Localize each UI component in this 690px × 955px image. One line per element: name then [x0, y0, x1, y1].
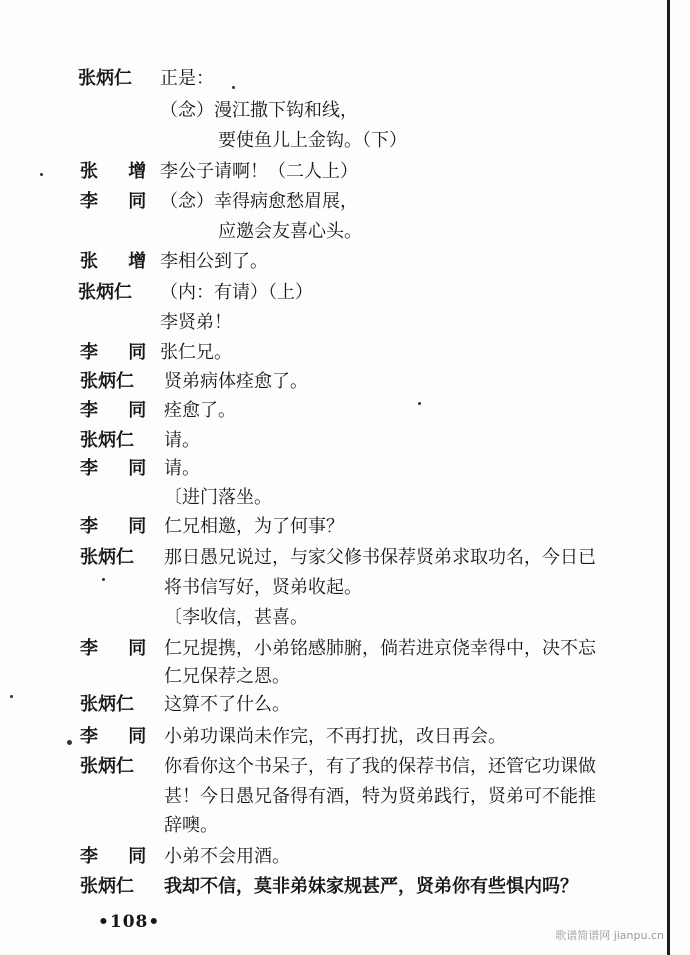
dialogue-text: 张仁兄。 [160, 342, 232, 363]
dialogue-text: 你看你这个书呆子，有了我的保荐书信，还管它功课做 [164, 756, 596, 777]
scan-speck [232, 86, 235, 89]
dialogue-text: （内：有请）（上） [160, 282, 313, 303]
speaker-label: 李 同 [80, 342, 159, 363]
dialogue-text: （念）漫江撒下钩和线， [160, 100, 358, 121]
scan-speck [40, 173, 43, 176]
stage-direction: 〔李收信，甚喜。 [164, 607, 308, 628]
speaker-label: 张炳仁 [78, 282, 132, 303]
dialogue-text: 李公子请啊！（二人上） [160, 161, 358, 182]
dialogue-text: 小弟功课尚未作完，不再打扰，改日再会。 [164, 726, 506, 747]
speaker-label: 张炳仁 [78, 68, 132, 89]
stage-direction: 〔进门落坐。 [164, 487, 272, 508]
dialogue-text: 正是： [160, 68, 214, 89]
speaker-label: 李 同 [80, 638, 159, 659]
dialogue-text: 辞噢。 [164, 815, 218, 836]
speaker-label: 李 同 [80, 458, 159, 479]
speaker-label: 李 同 [80, 516, 159, 537]
dialogue-text: 将书信写好，贤弟收起。 [164, 577, 362, 598]
dialogue-text: 仁兄相邀，为了何事？ [164, 516, 344, 537]
scan-speck [418, 402, 421, 405]
dialogue-text: 李相公到了。 [160, 251, 268, 272]
speaker-label: 李 同 [80, 726, 159, 747]
dialogue-text: 那日愚兄说过，与家父修书保荐贤弟求取功名，今日已 [164, 547, 596, 568]
watermark: 歌谱简谱网 jianpu.cn [555, 929, 664, 942]
scan-speck [10, 695, 13, 698]
dialogue-text: （念）幸得病愈愁眉展， [160, 191, 358, 212]
speaker-label: 张炳仁 [80, 756, 134, 777]
speaker-label: 张炳仁 [80, 694, 134, 715]
dialogue-text: 请。 [164, 430, 200, 451]
dialogue-text: 这算不了什么。 [164, 694, 290, 715]
speaker-label: 张炳仁 [80, 430, 134, 451]
dialogue-text: 请。 [164, 458, 200, 479]
dialogue-text: 甚！今日愚兄备得有酒，特为贤弟践行，贤弟可不能推 [164, 786, 596, 807]
speaker-label: 李 同 [80, 400, 159, 421]
dialogue-text: 要使鱼儿上金钩。（下） [218, 130, 407, 151]
speaker-label: 张 增 [80, 251, 159, 272]
speaker-label: 李 同 [80, 191, 159, 212]
dialogue-text: 仁兄提携，小弟铭感肺腑，倘若进京侥幸得中，决不忘 [164, 638, 596, 659]
dialogue-text: 李贤弟！ [160, 312, 232, 333]
speaker-label: 张炳仁 [80, 371, 134, 392]
dialogue-text: 我却不信，莫非弟妹家规甚严，贤弟你有些惧内吗？ [164, 876, 578, 897]
scan-speck [67, 740, 72, 745]
dialogue-text: 仁兄保荐之恩。 [164, 666, 290, 687]
scan-speck [102, 578, 105, 581]
speaker-label: 李 同 [80, 846, 159, 867]
speaker-label: 张 增 [80, 161, 159, 182]
dialogue-text: 小弟不会用酒。 [164, 846, 290, 867]
speaker-label: 张炳仁 [80, 876, 134, 897]
speaker-label: 张炳仁 [80, 547, 134, 568]
dialogue-text: 痊愈了。 [164, 400, 236, 421]
dialogue-text: 贤弟病体痊愈了。 [164, 371, 308, 392]
page-number: •108• [98, 912, 161, 932]
dialogue-text: 应邀会友喜心头。 [218, 221, 362, 242]
